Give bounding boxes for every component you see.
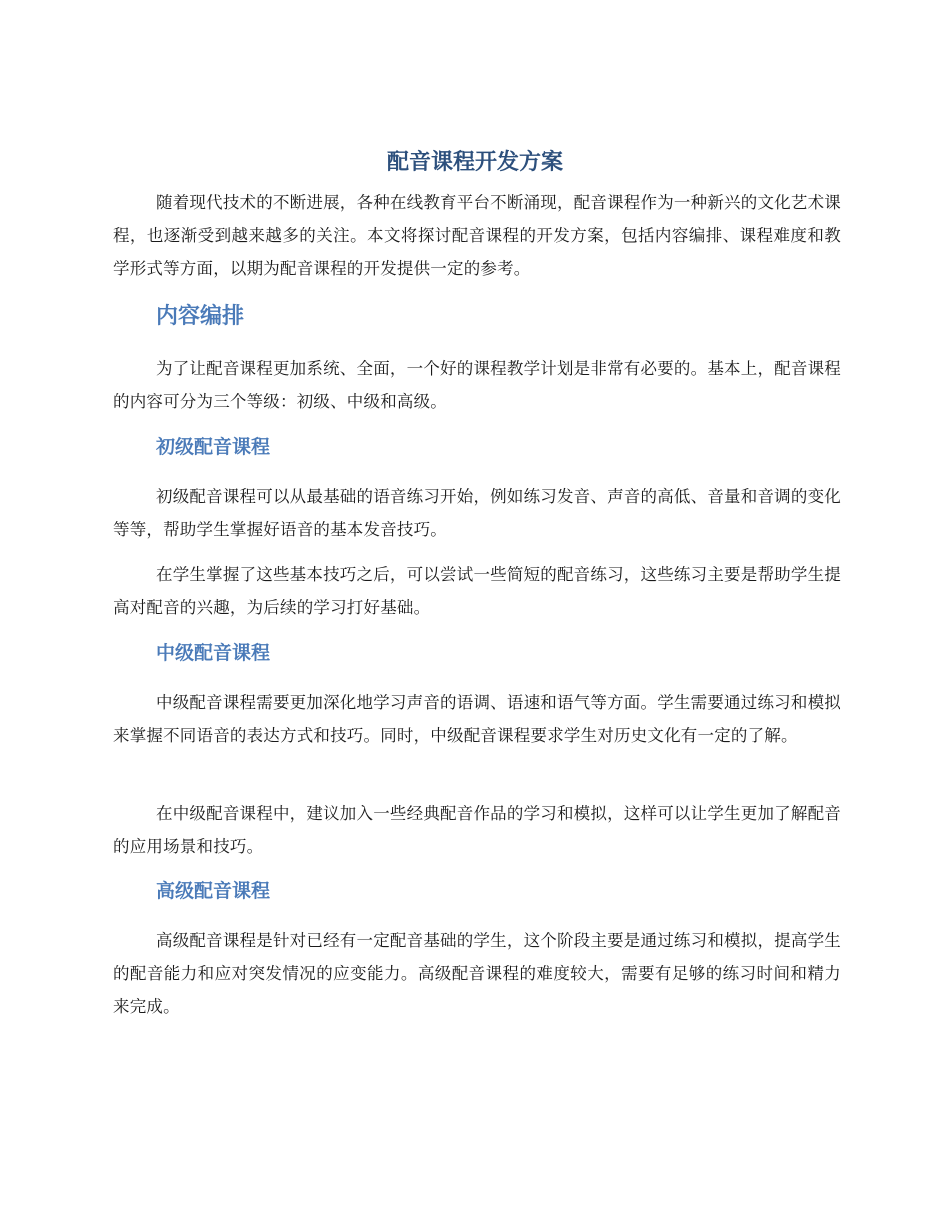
intro-paragraph: 随着现代技术的不断进展，各种在线教育平台不断涌现，配音课程作为一种新兴的文化艺术课程，也逐渐受到越来越多的关注。本文将探讨配音课程的开发方案，包括内容编排、课程难度和教学形式等方面，以期为配音课程的开发提供一定的参考。 [113, 193, 841, 278]
subsection-heading-intermediate: 中级配音课程 [156, 642, 271, 664]
subsection-heading-advanced: 高级配音课程 [156, 880, 271, 902]
document-title: 配音课程开发方案 [386, 150, 563, 175]
section-heading-content: 内容编排 [156, 304, 245, 329]
content-paragraph: 为了让配音课程更加系统、全面，一个好的课程教学计划是非常有必要的。基本上，配音课程的内容可分为三个等级：初级、中级和高级。 [113, 359, 841, 411]
subsection-heading-beginner: 初级配音课程 [156, 436, 271, 458]
intermediate-paragraph-2: 在中级配音课程中，建议加入一些经典配音作品的学习和模拟，这样可以让学生更加了解配音的应用场景和技巧。 [113, 804, 841, 856]
beginner-paragraph-2: 在学生掌握了这些基本技巧之后，可以尝试一些简短的配音练习，这些练习主要是帮助学生提高对配音的兴趣，为后续的学习打好基础。 [113, 565, 841, 617]
advanced-paragraph-1: 高级配音课程是针对已经有一定配音基础的学生，这个阶段主要是通过练习和模拟，提高学生的配音能力和应对突发情况的应变能力。高级配音课程的难度较大，需要有足够的练习时间和精力来完成。 [113, 931, 841, 1016]
intermediate-paragraph-1: 中级配音课程需要更加深化地学习声音的语调、语速和语气等方面。学生需要通过练习和模拟来掌握不同语音的表达方式和技巧。同时，中级配音课程要求学生对历史文化有一定的了解。 [113, 693, 841, 745]
beginner-paragraph-1: 初级配音课程可以从最基础的语音练习开始，例如练习发音、声音的高低、音量和音调的变化等等，帮助学生掌握好语音的基本发音技巧。 [113, 487, 841, 539]
